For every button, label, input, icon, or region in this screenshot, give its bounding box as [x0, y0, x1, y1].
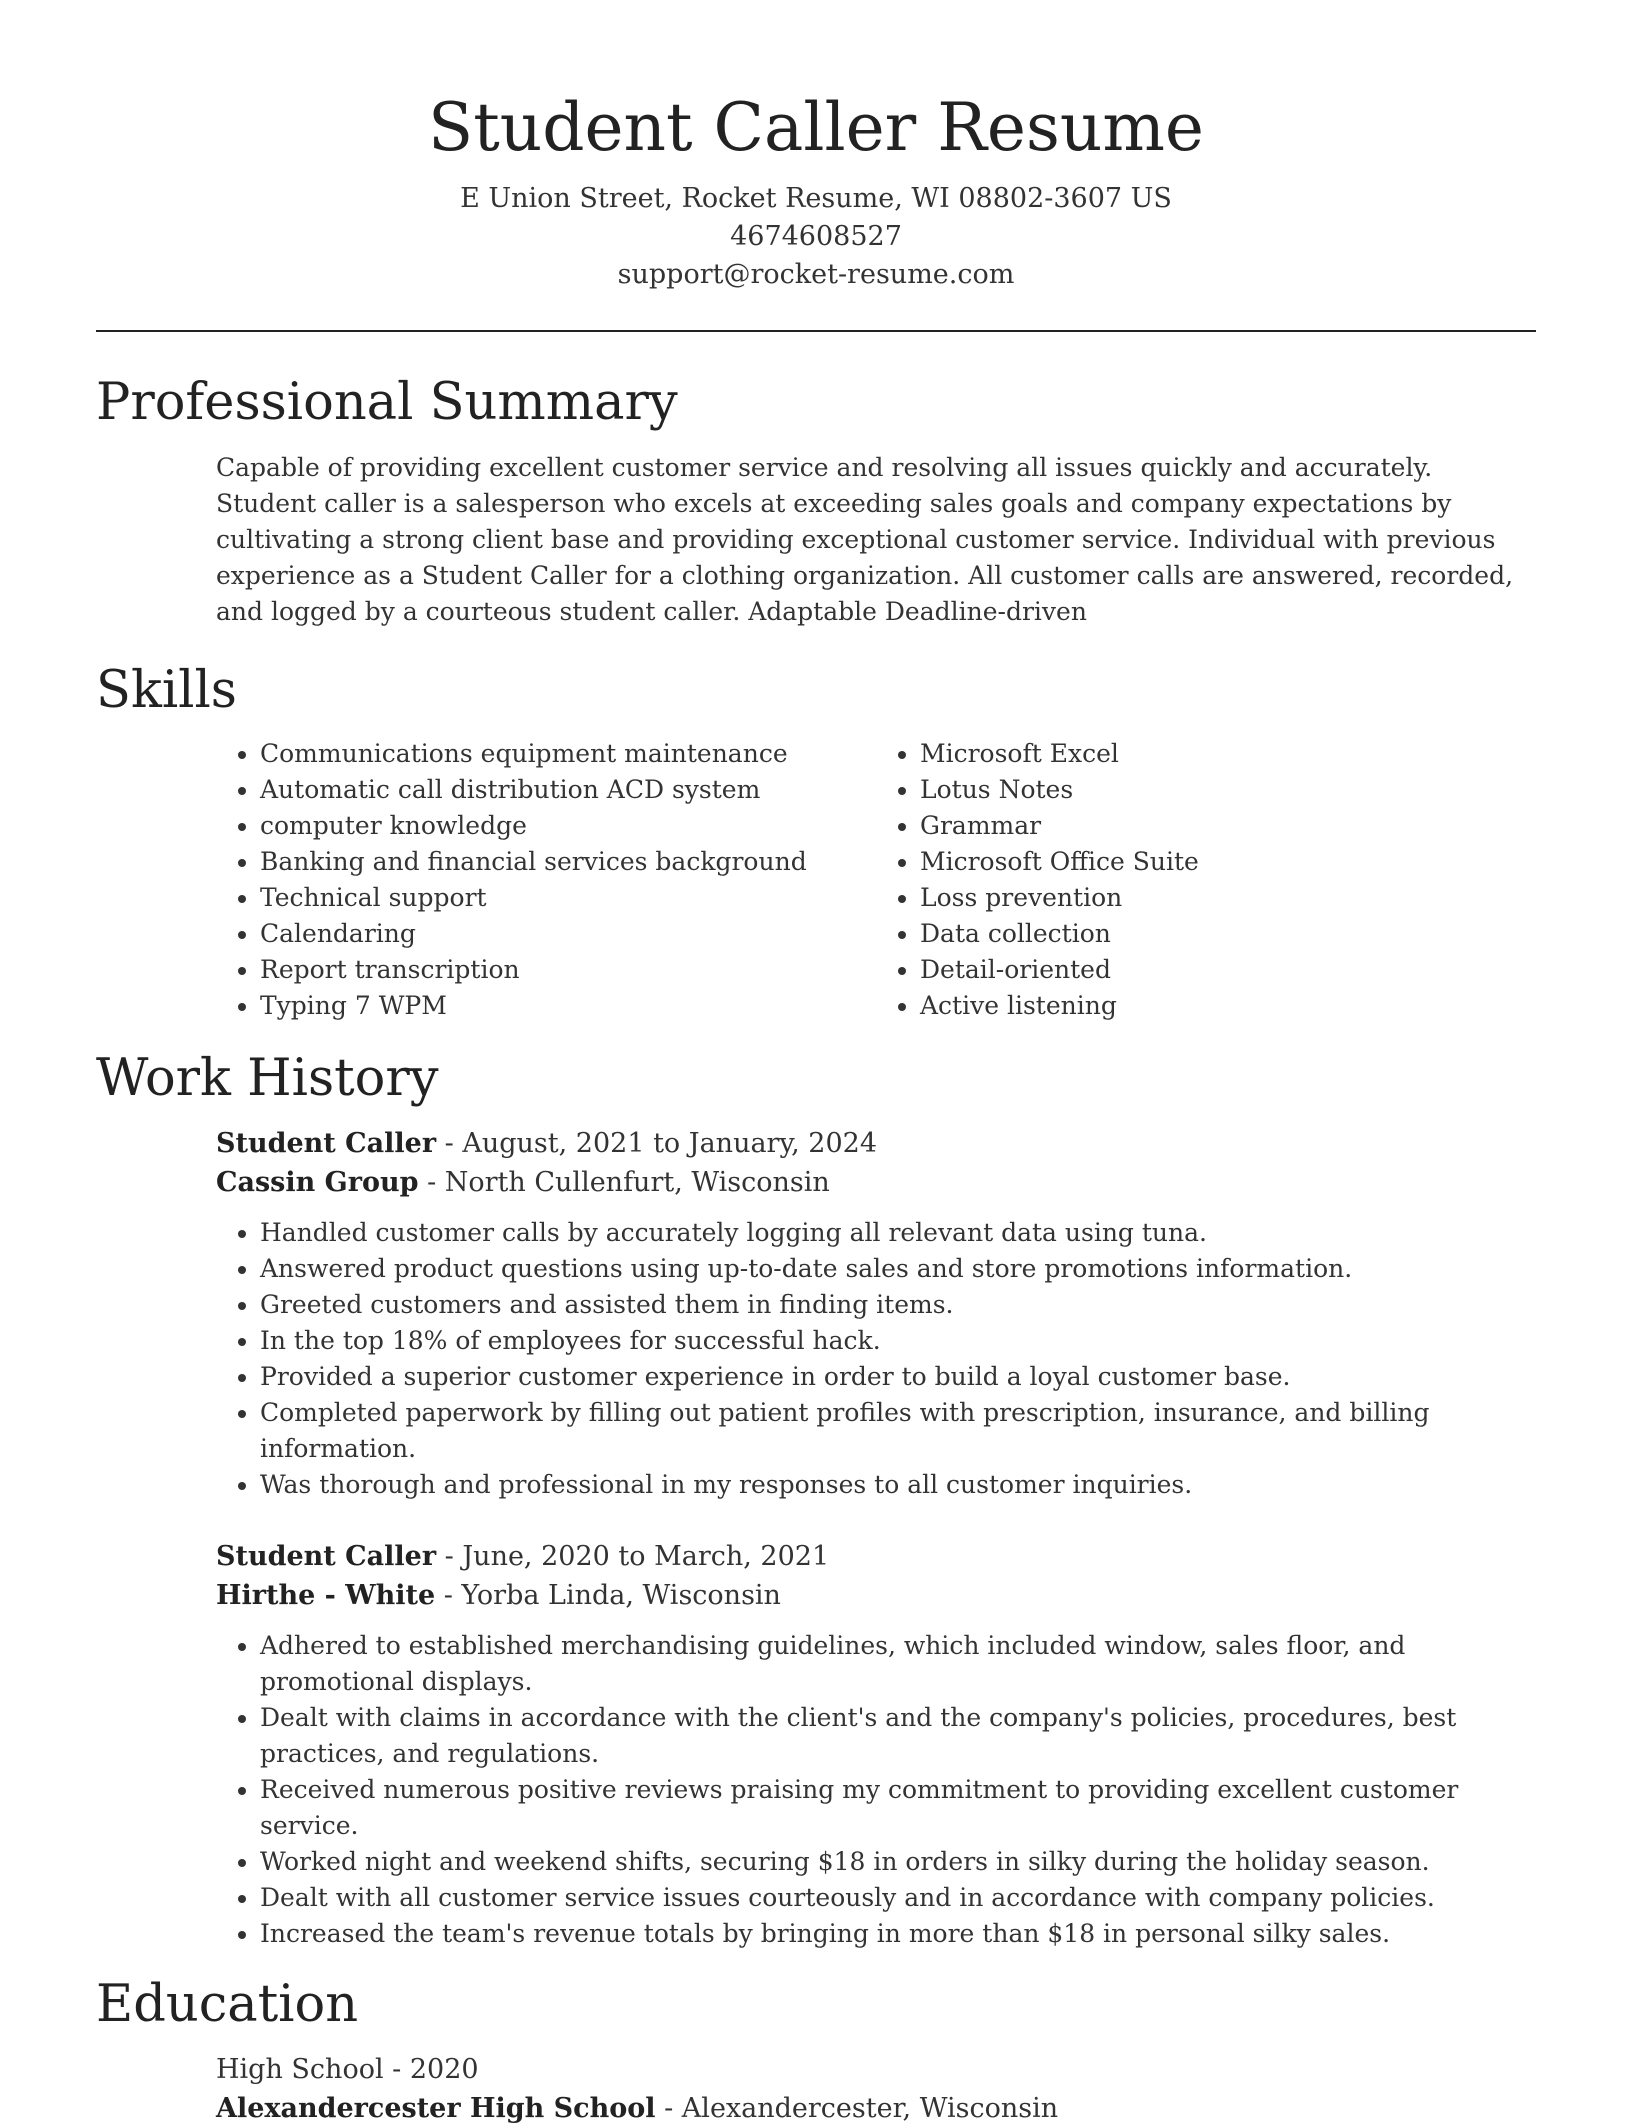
job-entry — [216, 1124, 1536, 1503]
job-bullet: • Provided a superior customer experience in order to build a loyal customer base. — [260, 1359, 1536, 1395]
job-bullet: • Completed paperwork by filling out patient profiles with prescription, insurance, and billing information. — [260, 1395, 1536, 1467]
job-company-line — [216, 1163, 1536, 1202]
work-section — [96, 1046, 1536, 1952]
summary-body — [216, 450, 1536, 630]
skill-item: • Lotus Notes — [920, 772, 1536, 808]
summary-section — [96, 370, 1536, 630]
skill-item: • Loss prevention — [920, 880, 1536, 916]
job-dates: - June, 2020 to March, 2021 — [436, 1541, 830, 1572]
skills-heading: Skills — [96, 661, 237, 720]
skill-item: • Microsoft Office Suite — [920, 844, 1536, 880]
skill-item: • Banking and financial services background — [260, 844, 876, 880]
job-entry — [216, 1537, 1536, 1952]
skill-item: • computer knowledge — [260, 808, 876, 844]
job-company: Cassin Group — [216, 1167, 419, 1198]
job-bullet: • Dealt with claims in accordance with the client's and the company's policies, procedures, best practices, and regulations. — [260, 1700, 1536, 1772]
resume-page — [96, 0, 1536, 2128]
education-school-line — [216, 2089, 1536, 2128]
job-location: - Yorba Linda, Wisconsin — [435, 1580, 781, 1611]
education-school: Alexandercester High School — [216, 2093, 656, 2124]
job-dates: - August, 2021 to January, 2024 — [436, 1128, 878, 1159]
resume-title: Student Caller Resume — [428, 89, 1204, 166]
contact-address: E Union Street, Rocket Resume, WI 08802-3607 US — [460, 183, 1172, 214]
job-company-line — [216, 1576, 1536, 1615]
skill-item: • Technical support — [260, 880, 876, 916]
job-bullet: • Handled customer calls by accurately logging all relevant data using tuna. — [260, 1215, 1536, 1251]
skill-item: • Typing 7 WPM — [260, 988, 876, 1024]
skill-item: • Microsoft Excel — [920, 736, 1536, 772]
education-year: - 2020 — [383, 2054, 479, 2085]
skill-item: • Report transcription — [260, 952, 876, 988]
skills-list-right — [876, 736, 1536, 1024]
job-bullets — [216, 1215, 1536, 1503]
job-bullet: • Worked night and weekend shifts, securing $18 in orders in silky during the holiday season. — [260, 1844, 1536, 1880]
skills-grid — [216, 736, 1536, 1024]
job-title-line — [216, 1124, 1536, 1163]
header-divider — [96, 330, 1536, 332]
job-role: Student Caller — [216, 1128, 437, 1159]
job-bullet: • Received numerous positive reviews praising my commitment to providing excellent customer service. — [260, 1772, 1536, 1844]
contact-email: support@rocket-resume.com — [617, 259, 1015, 290]
job-bullet: • Greeted customers and assisted them in finding items. — [260, 1287, 1536, 1323]
education-section — [96, 1972, 1536, 2128]
summary-heading: Professional Summary — [96, 373, 678, 432]
job-bullet: • Answered product questions using up-to-date sales and store promotions information. — [260, 1251, 1536, 1287]
job-company: Hirthe - White — [216, 1580, 436, 1611]
education-heading: Education — [96, 1975, 359, 2034]
skill-item: • Grammar — [920, 808, 1536, 844]
education-entry — [216, 2050, 1536, 2128]
job-title-line — [216, 1537, 1536, 1576]
resume-header — [96, 0, 1536, 294]
job-location: - North Cullenfurt, Wisconsin — [418, 1167, 830, 1198]
job-bullet: • Increased the team's revenue totals by bringing in more than $18 in personal silky sales. — [260, 1916, 1536, 1952]
job-bullet: • In the top 18% of employees for successful hack. — [260, 1323, 1536, 1359]
job-bullets — [216, 1628, 1536, 1952]
job-bullet: • Dealt with all customer service issues courteously and in accordance with company policies. — [260, 1880, 1536, 1916]
skills-section — [96, 658, 1536, 1024]
job-bullet: • Adhered to established merchandising guidelines, which included window, sales floor, and promotional displays. — [260, 1628, 1536, 1700]
skill-item: • Active listening — [920, 988, 1536, 1024]
skill-item: • Communications equipment maintenance — [260, 736, 876, 772]
job-role: Student Caller — [216, 1541, 437, 1572]
education-location: - Alexandercester, Wisconsin — [655, 2093, 1059, 2124]
contact-phone: 4674608527 — [730, 221, 902, 252]
skill-item: • Detail-oriented — [920, 952, 1536, 988]
summary-text: Capable of providing excellent customer service and resolving all issues quickly and accurately. Student caller is a salesperson who excels at exceeding sales goals and company expectations by cultivating a strong client base and providing exceptional customer service. Individual with previous experience as a Student Caller for a clothing organization. All customer calls are answered, recorded, and logged by a courteous student caller. Adaptable Deadline-driven — [216, 453, 1514, 626]
job-bullet: • Was thorough and professional in my responses to all customer inquiries. — [260, 1467, 1536, 1503]
work-heading: Work History — [96, 1049, 439, 1108]
skill-item: • Calendaring — [260, 916, 876, 952]
skill-item: • Data collection — [920, 916, 1536, 952]
skills-list-left — [216, 736, 876, 1024]
education-degree: High School — [216, 2054, 384, 2085]
skill-item: • Automatic call distribution ACD system — [260, 772, 876, 808]
education-degree-line — [216, 2050, 1536, 2089]
